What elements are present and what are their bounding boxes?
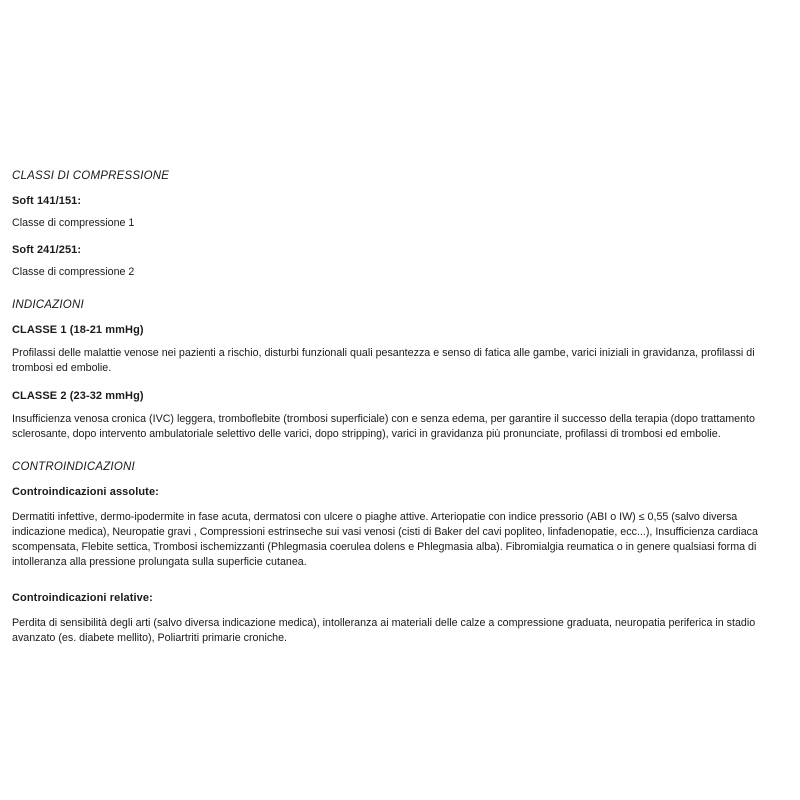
section-indicazioni [12, 299, 782, 442]
item-text: Classe di compressione 2 [12, 266, 135, 279]
item-heading: Soft 241/251: [12, 244, 82, 257]
section-classi-di-compressione [12, 170, 782, 280]
item-text: Dermatiti infettive, dermo-ipodermite in fase acuta, dermatosi con ulcere o piaghe attive. Arteriopatie con indice pressorio (ABI o IW) ≤ 0,55 (salvo diversa indicazione medica), Neuropatie gravi , Compressioni estrinseche sui vasi venosi (cisti di Baker del cavi popliteo, linfadenopatie, ecc...), Insufficienza cardiaca scompensata, Flebite settica, Trombosi ischemizzanti (Phlegmasia coerulea dolens e Phlegmasia alba). Fibromialgia reumatica o in genere qualsiasi forma di intolleranza alla pressione prolungata sulla superficie cutanea. [12, 510, 758, 569]
section-title: CLASSI DI COMPRESSIONE [12, 170, 170, 182]
section-title: CONTROINDICAZIONI [12, 461, 135, 474]
item-heading: Controindicazioni assolute: [12, 485, 159, 498]
section-controindicazioni [12, 461, 782, 646]
item-heading: CLASSE 1 (18-21 mmHg) [12, 323, 144, 336]
item-heading: Soft 141/151: [12, 194, 82, 207]
item-text: Classe di compressione 1 [12, 216, 135, 229]
section-title: INDICAZIONI [12, 299, 84, 312]
item-text: Perdita di sensibilità degli arti (salvo diversa indicazione medica), intolleranza ai materiali delle calze a compressione graduata, neuropatia periferica in stadio avanzato (es. diabete mellito), Poliartriti primarie croniche. [12, 617, 756, 645]
item-heading: CLASSE 2 (23-32 mmHg) [12, 390, 144, 403]
item-heading: Controindicazioni relative: [12, 592, 153, 605]
item-text: Insufficienza venosa cronica (IVC) leggera, tromboflebite (trombosi superficiale) con e senza edema, per garantire il successo della terapia (dopo trattamento sclerosante, dopo intervento ambulatoriale selettivo delle varici, dopo stripping), varici in gravidanza più pronunciate, profilassi di trombosi ed embolie. [12, 412, 755, 440]
item-text: Profilassi delle malattie venose nei pazienti a rischio, disturbi funzionali quali pesantezza e senso di fatica alle gambe, varici iniziali in gravidanza, profilassi di trombosi ed embolie. [12, 346, 755, 374]
